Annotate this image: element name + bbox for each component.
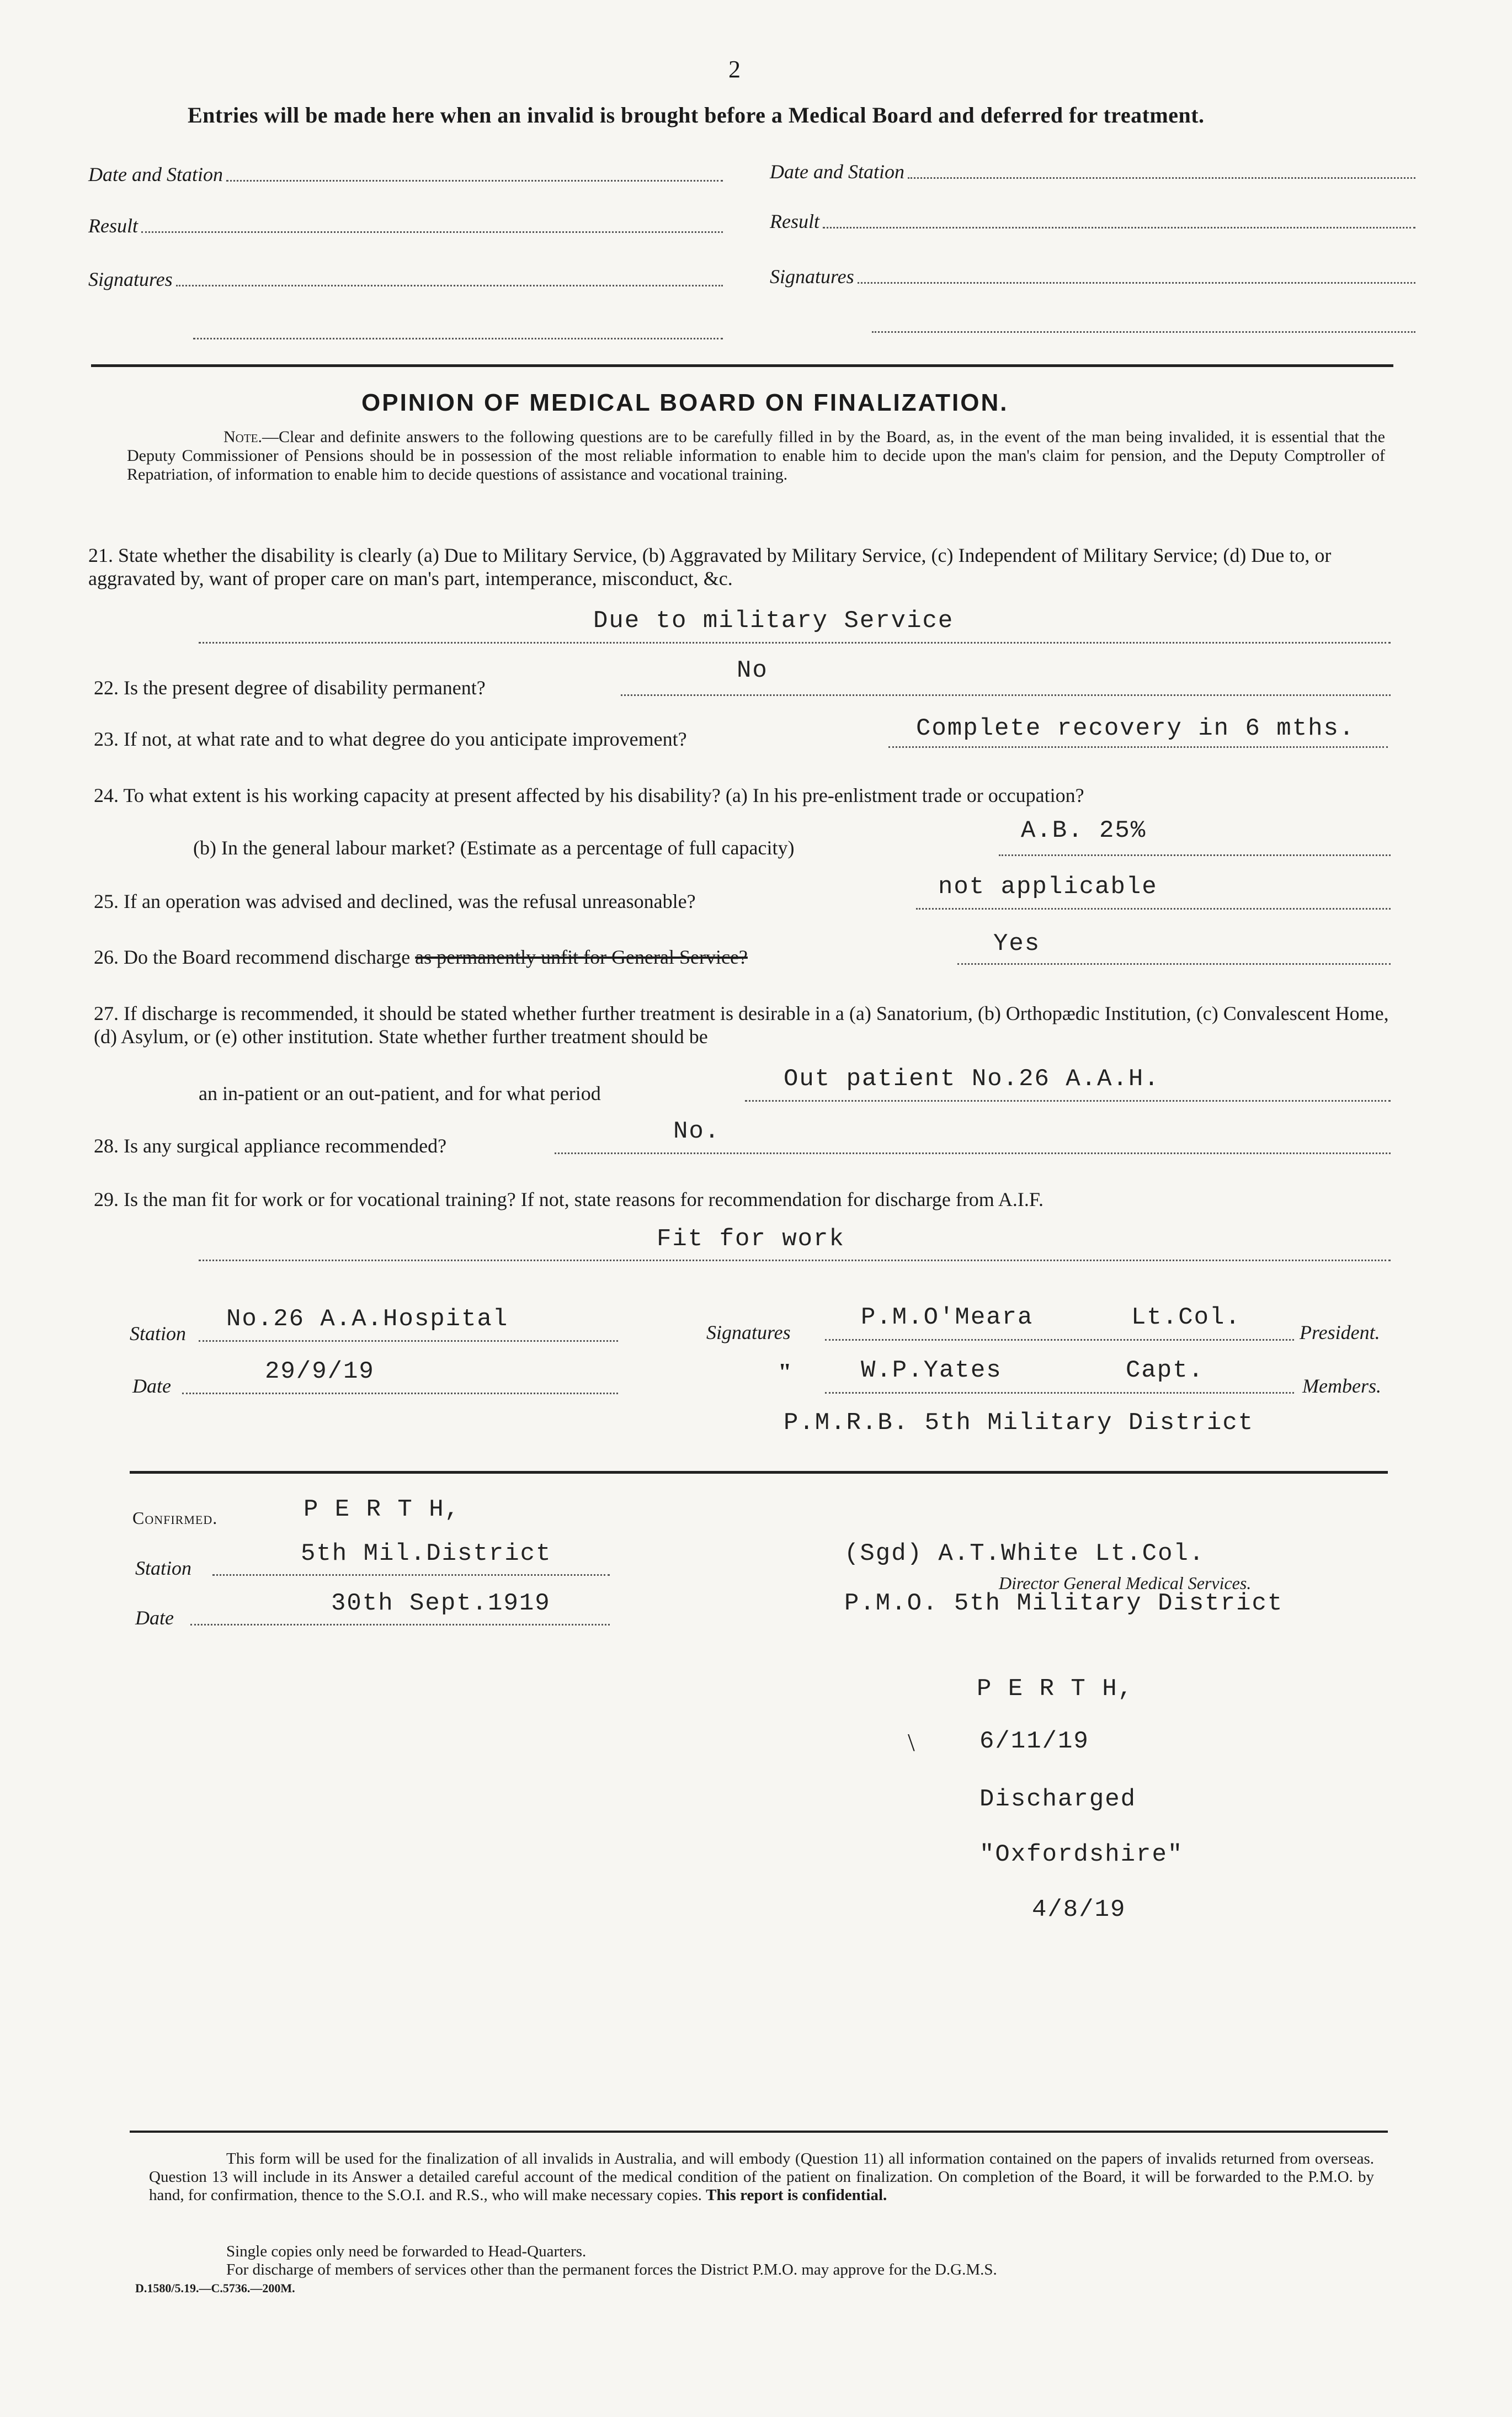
result-label: Result (88, 215, 138, 237)
answer-22[interactable]: No (737, 657, 768, 684)
question-number: 28. (94, 1135, 119, 1157)
question-text: Is the present degree of disability permanent? (124, 677, 486, 699)
deferred-signatures-right[interactable] (770, 265, 1415, 288)
question-29 (94, 1188, 1044, 1211)
discharge-place: P E R T H, (977, 1675, 1134, 1703)
answer-line (199, 1340, 618, 1342)
entry-line (176, 285, 723, 286)
confirmed-station-label: Station (135, 1557, 192, 1579)
ditto-mark: " (778, 1358, 792, 1385)
answer-21[interactable]: Due to military Service (593, 607, 954, 635)
discharged-label: Discharged (979, 1786, 1137, 1813)
question-number: 21. (88, 544, 113, 566)
answer-line (916, 908, 1391, 910)
confirmed-date-value[interactable]: 30th Sept.1919 (331, 1590, 551, 1617)
finalization-title: OPINION OF MEDICAL BOARD ON FINALIZATION. (361, 389, 1009, 416)
footer-confidential: This report is confidential. (706, 2186, 887, 2204)
form-code: D.1580/5.19.—C.5736.—200M. (135, 2281, 295, 2295)
question-26 (94, 945, 748, 969)
answer-line (621, 694, 1391, 696)
confirmed-signature[interactable]: (Sgd) A.T.White Lt.Col. (844, 1540, 1205, 1568)
question-23 (94, 727, 687, 751)
question-27 (94, 1002, 1399, 1048)
question-28 (94, 1134, 446, 1157)
question-text: Is the man fit for work or for vocational training? If not, state reasons for recommendation for discharge from A.I.F. (124, 1188, 1044, 1210)
answer-line (190, 1624, 610, 1626)
date-station-label: Date and Station (770, 161, 904, 183)
answer-26[interactable]: Yes (993, 930, 1041, 958)
answer-line (555, 1152, 1391, 1154)
discharge-ship: "Oxfordshire" (979, 1841, 1184, 1868)
answer-29[interactable]: Fit for work (657, 1225, 845, 1253)
question-text: If an operation was advised and declined, was the refusal unreasonable? (124, 890, 696, 912)
answer-28[interactable]: No. (673, 1118, 721, 1145)
deferred-date-station-left[interactable] (88, 163, 723, 186)
result-label: Result (770, 210, 819, 232)
question-text: Do the Board recommend discharge (124, 946, 411, 968)
question-number: 25. (94, 890, 119, 912)
members-label: Members. (1302, 1375, 1381, 1397)
answer-24[interactable]: A.B. 25% (1021, 817, 1147, 844)
question-text: Is any surgical appliance recommended? (124, 1135, 447, 1157)
note-text: —Clear and definite answers to the following questions are to be carefully filled in by the Board, as, in the event of the man being invalided, it is essential that the Deputy Commissioner of Pensions should be in possession of the most reliable information to enable him to decide upon the man's claim for pension, and the Deputy Comptroller of Repatriation, of information to enable him to decide questions of assistance and vocational training. (127, 428, 1385, 484)
struck-text: as permanently unfit for General Service? (415, 946, 748, 968)
section-rule (130, 1471, 1388, 1474)
question-25 (94, 890, 696, 913)
entry-line (908, 177, 1415, 179)
question-number: 23. (94, 728, 119, 750)
confirmed-label: Confirmed. (132, 1508, 218, 1528)
question-24 (94, 784, 1084, 807)
question-text: To what extent is his working capacity at present affected by his disability? (a) In his pre-enlistment trade or occupation? (123, 784, 1084, 806)
president-name[interactable]: P.M.O'Meara (861, 1304, 1034, 1331)
answer-line (825, 1339, 1294, 1341)
question-text: If discharge is recommended, it should be stated whether further treatment is desirable in a (a) Sanatorium, (b) Orthopædic Institution, (c) Convalescent Home, (d) Asylum, or (e) other institution. State whether further treatment should be (94, 1002, 1389, 1048)
page-number: 2 (728, 56, 741, 83)
president-label: President. (1300, 1321, 1380, 1343)
board-date-label: Date (132, 1375, 171, 1397)
question-text: If not, at what rate and to what degree do you anticipate improvement? (124, 728, 687, 750)
question-27b: an in-patient or an out-patient, and for what period (199, 1082, 601, 1104)
question-number: 26. (94, 946, 119, 968)
entry-line[interactable] (872, 331, 1415, 333)
discharge-ship-date: 4/8/19 (1032, 1896, 1126, 1924)
date-station-label: Date and Station (88, 163, 223, 185)
question-number: 29. (94, 1188, 119, 1210)
board-district: P.M.R.B. 5th Military District (784, 1409, 1254, 1437)
question-number: 24. (94, 784, 119, 806)
entry-line (141, 231, 723, 233)
confirmed-pmo: P.M.O. 5th Military District (844, 1590, 1284, 1617)
signatures-label: Signatures (706, 1321, 791, 1343)
answer-line (999, 854, 1391, 856)
dgms-label: Director General Medical Services. (999, 1573, 1252, 1593)
question-21 (88, 544, 1391, 590)
board-station-value[interactable]: No.26 A.A.Hospital (226, 1305, 509, 1333)
footer-text (149, 2150, 1374, 2204)
question-number: 22. (94, 677, 119, 699)
confirmed-date-label: Date (135, 1607, 174, 1629)
footer-line-2: Single copies only need be forwarded to Head-Quarters. (226, 2243, 587, 2260)
answer-line (957, 963, 1391, 965)
answer-line (745, 1100, 1391, 1102)
deferred-date-station-right[interactable] (770, 160, 1415, 183)
answer-25[interactable]: not applicable (938, 873, 1158, 901)
footer-line-1: This form will be used for the finalization of all invalids in Australia, and will embody (Question 11) all information contained on the papers of invalids returned from overseas. Question 13 will include in its Answer a detailed careful account of the medical condition of the patient on finalization. On completion of the Board, it will be forwarded to the P.M.O. by hand, for confirmation, thence to the S.O.I. and R.S., who will make necessary copies. (149, 2150, 1374, 2204)
footer-rule (130, 2131, 1388, 2133)
tick-mark: \ (908, 1728, 915, 1756)
member-rank[interactable]: Capt. (1126, 1357, 1205, 1384)
section-rule (91, 364, 1393, 367)
question-number: 27. (94, 1002, 119, 1024)
answer-23[interactable]: Complete recovery in 6 mths. (916, 715, 1355, 742)
question-24b: (b) In the general labour market? (Estimate as a percentage of full capacity) (193, 837, 795, 859)
note-label: Note. (223, 428, 262, 446)
confirmed-station-value[interactable]: 5th Mil.District (301, 1540, 552, 1568)
question-text: State whether the disability is clearly (a) Due to Military Service, (b) Aggravated by Military Service, (c) Independent of Military Service; (d) Due to, or aggravated by, want of proper care on man's part, intemperance, misconduct, &c. (88, 544, 1332, 589)
entry-line (226, 180, 723, 182)
board-date-value[interactable]: 29/9/19 (265, 1358, 375, 1385)
president-rank[interactable]: Lt.Col. (1131, 1304, 1241, 1331)
note (127, 428, 1385, 484)
member-name[interactable]: W.P.Yates (861, 1357, 1002, 1384)
answer-line (825, 1392, 1294, 1394)
question-22 (94, 676, 486, 699)
deferred-header: Entries will be made here when an invalid is brought before a Medical Board and deferred for treatment. (188, 103, 1205, 128)
entry-line[interactable] (193, 338, 723, 339)
signatures-label: Signatures (770, 265, 854, 288)
entry-line (823, 227, 1415, 229)
answer-line (199, 642, 1391, 644)
discharge-date: 6/11/19 (979, 1728, 1089, 1755)
deferred-signatures-left[interactable] (88, 268, 723, 291)
answer-line (212, 1574, 610, 1576)
answer-line (888, 746, 1388, 748)
deferred-result-left[interactable] (88, 214, 723, 237)
board-station-label: Station (130, 1322, 187, 1345)
answer-27[interactable]: Out patient No.26 A.A.H. (784, 1065, 1160, 1093)
deferred-result-right[interactable] (770, 210, 1415, 233)
answer-line (199, 1260, 1391, 1261)
entry-line (858, 282, 1415, 284)
confirmed-place: P E R T H, (304, 1496, 461, 1523)
signatures-label: Signatures (88, 268, 173, 290)
answer-line (182, 1393, 618, 1394)
footer-line-3: For discharge of members of services other than the permanent forces the District P.M.O. may approve for the D.G.M.S. (226, 2261, 997, 2278)
